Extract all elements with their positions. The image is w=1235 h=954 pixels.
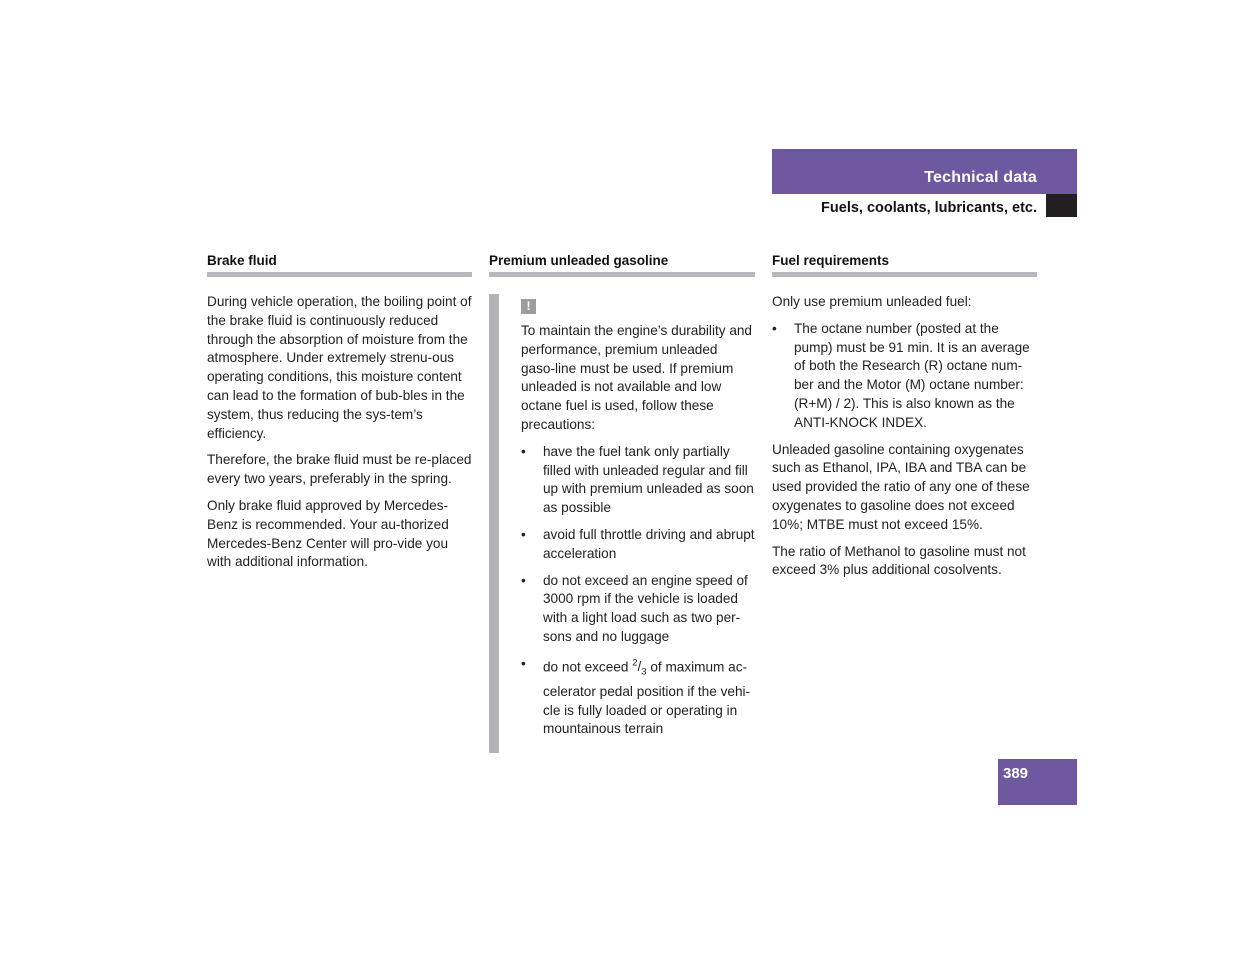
section-marker <box>1046 194 1077 217</box>
section-header-band <box>772 149 1077 194</box>
notice-intro: To maintain the engine’s durability and performance, premium unleaded gaso-line must be used. If premium unleaded is not available and low octane fuel is used, follow these precautions: <box>521 323 752 432</box>
fraction <box>632 657 647 678</box>
section-title: Technical data <box>924 169 1037 186</box>
exclamation-icon: ! <box>521 299 536 314</box>
brake-fluid-paragraph: Only brake fluid approved by Mercedes-Benz is recommended. Your au-thorized Mercedes-Benz Center will pro-vide you with additional information. <box>207 497 449 570</box>
premium-gasoline-section <box>489 253 755 753</box>
list-item <box>521 655 755 739</box>
fraction-slash: / <box>637 659 642 675</box>
list-item: • The octane number (posted at the pump) must be 91 min. It is an average of both the Research (R) octane num-ber and the Motor (M) octane number: (R+M) / 2). This is also known as the ANTI-KNOCK INDEX. <box>772 320 1037 433</box>
brake-fluid-paragraph: During vehicle operation, the boiling point of the brake fluid is continuously reduced through the absorption of moisture from the atmosphere. Under extremely strenu-ous operating conditions, this moisture content can lead to the formation of bub-bles in the system, thus reducing the sys-tem’s efficiency. <box>207 294 472 441</box>
list-item: • do not exceed an engine speed of 3000 rpm if the vehicle is loaded with a light load such as two per-sons and no luggage <box>521 572 755 647</box>
premium-gasoline-heading: Premium unleaded gasoline <box>489 253 755 277</box>
fuel-requirements-section <box>772 253 1037 588</box>
list-item: • avoid full throttle driving and abrupt acceleration <box>521 526 755 564</box>
fuel-requirements-heading: Fuel requirements <box>772 253 1037 277</box>
fuel-requirements-intro: Only use premium unleaded fuel: <box>772 294 972 309</box>
brake-fluid-heading: Brake fluid <box>207 253 472 277</box>
fraction-denominator: 3 <box>641 667 647 678</box>
page-number: 389 <box>1003 765 1029 782</box>
fuel-requirements-list <box>772 320 1037 433</box>
caution-notice <box>489 294 755 753</box>
brake-fluid-paragraph: Therefore, the brake fluid must be re-placed every two years, preferably in the spring. <box>207 452 472 487</box>
list-item-text: of maximum ac-celerator pedal position if the vehi-cle is fully loaded or operating in mountainous terrain <box>543 659 751 737</box>
fuel-requirements-paragraph: The ratio of Methanol to gasoline must not exceed 3% plus additional cosolvents. <box>772 543 1026 578</box>
fuel-requirements-paragraph: Unleaded gasoline containing oxygenates such as Ethanol, IPA, IBA and TBA can be used provided the ratio of any one of these oxygenates to gasoline does not exceed 10%; MTBE must not exceed 15%. <box>772 441 1030 532</box>
page-number-box <box>998 759 1077 805</box>
list-item: • have the fuel tank only partially filled with unleaded regular and fill up with premium unleaded as soon as possible <box>521 443 755 518</box>
list-item-text: do not exceed <box>543 659 633 675</box>
precautions-list <box>521 443 755 739</box>
subsection-title: Fuels, coolants, lubricants, etc. <box>821 200 1037 216</box>
brake-fluid-section <box>207 253 472 580</box>
fraction-numerator: 2 <box>632 657 638 669</box>
